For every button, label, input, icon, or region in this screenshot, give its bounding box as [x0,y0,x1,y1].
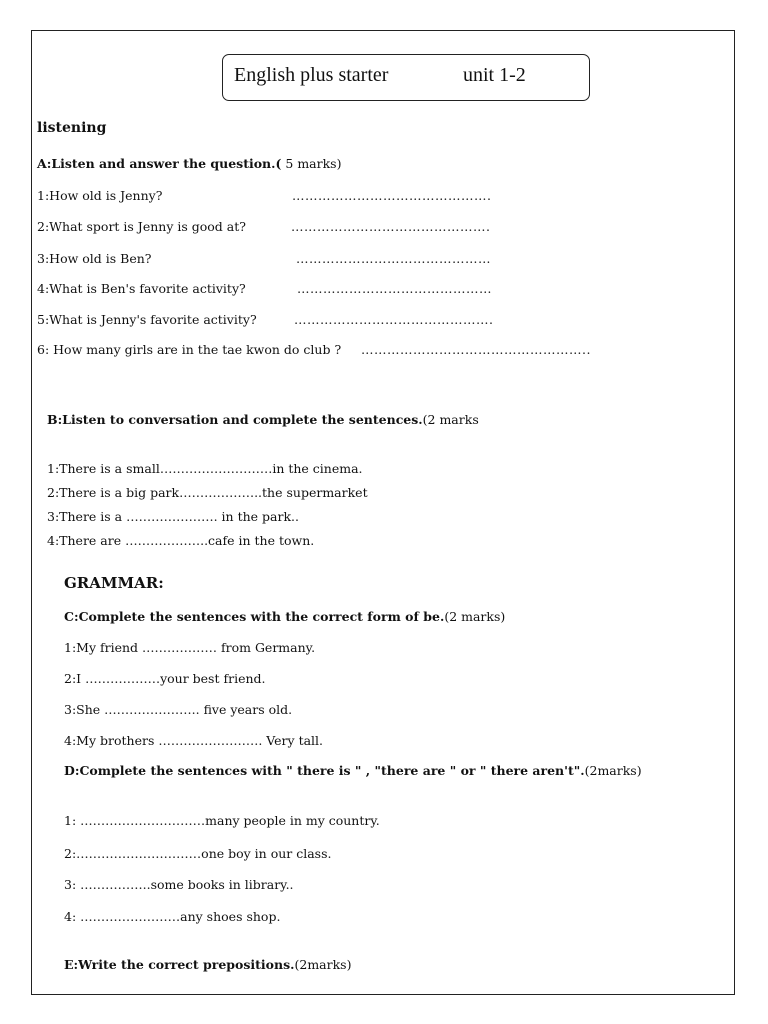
answer-blank-a3[interactable]: ……………………………………… [296,251,491,266]
unit-label: unit 1-2 [463,64,526,86]
listening-heading: listening [37,120,107,136]
sentence-d3: 3: ……………..some books in library.. [64,877,294,892]
sentence-c2: 2:I ………………your best friend. [64,671,266,686]
answer-blank-a6[interactable]: …………………………………………….. [361,342,591,357]
section-c-title [64,609,505,625]
sentence-d2: 2:…………………………one boy in our class. [64,846,332,861]
answer-blank-a5[interactable]: ………………………………………. [294,312,494,327]
section-c-title-text: C:Complete the sentences with the correct form of be. [64,609,445,624]
answer-blank-a4[interactable]: ……………………………………… [297,281,492,296]
section-e-title-text: E:Write the correct prepositions. [64,957,295,972]
section-c-marks: (2 marks) [444,609,506,624]
section-d-title [64,763,642,779]
sentence-b3: 3:There is a …………………. in the park.. [47,509,299,524]
answer-blank-a1[interactable]: ………………………………………. [292,188,492,203]
section-d-marks: (2marks) [584,763,642,778]
sentence-b1: 1:There is a small………………………in the cinema. [47,461,363,476]
section-a-marks: 5 marks) [281,156,342,171]
title-box [222,54,590,101]
section-a-title [37,156,341,172]
grammar-heading: GRAMMAR: [64,574,164,592]
question-a5: 5:What is Jenny's favorite activity? [37,312,257,327]
question-a3: 3:How old is Ben? [37,251,152,266]
question-a4: 4:What is Ben's favorite activity? [37,281,246,296]
answer-blank-a2[interactable]: ………………………………………. [291,219,491,234]
question-a6: 6: How many girls are in the tae kwon do club ? [37,342,342,357]
sentence-b2: 2:There is a big park………………..the supermarket [47,485,368,500]
sentence-b4: 4:There are ………………..cafe in the town. [47,533,315,548]
section-b-title-text: B:Listen to conversation and complete the sentences. [47,412,423,427]
book-title: English plus starter [234,64,389,86]
sentence-c3: 3:She ………………….. five years old. [64,702,293,717]
section-d-title-text: D:Complete the sentences with " there is " , "there are " or " there aren't". [64,763,585,778]
section-a-title-text: A:Listen and answer the question.( [37,156,282,171]
section-b-marks: (2 marks [422,412,479,427]
section-e-marks: (2marks) [294,957,352,972]
sentence-d4: 4: ……………………any shoes shop. [64,909,281,924]
section-b-title [47,412,479,428]
sentence-d1: 1: …………………………many people in my country. [64,813,380,828]
question-a1: 1:How old is Jenny? [37,188,163,203]
sentence-c4: 4:My brothers ……………………. Very tall. [64,733,324,748]
sentence-c1: 1:My friend ……………… from Germany. [64,640,316,655]
section-e-title [64,957,351,973]
question-a2: 2:What sport is Jenny is good at? [37,219,246,234]
